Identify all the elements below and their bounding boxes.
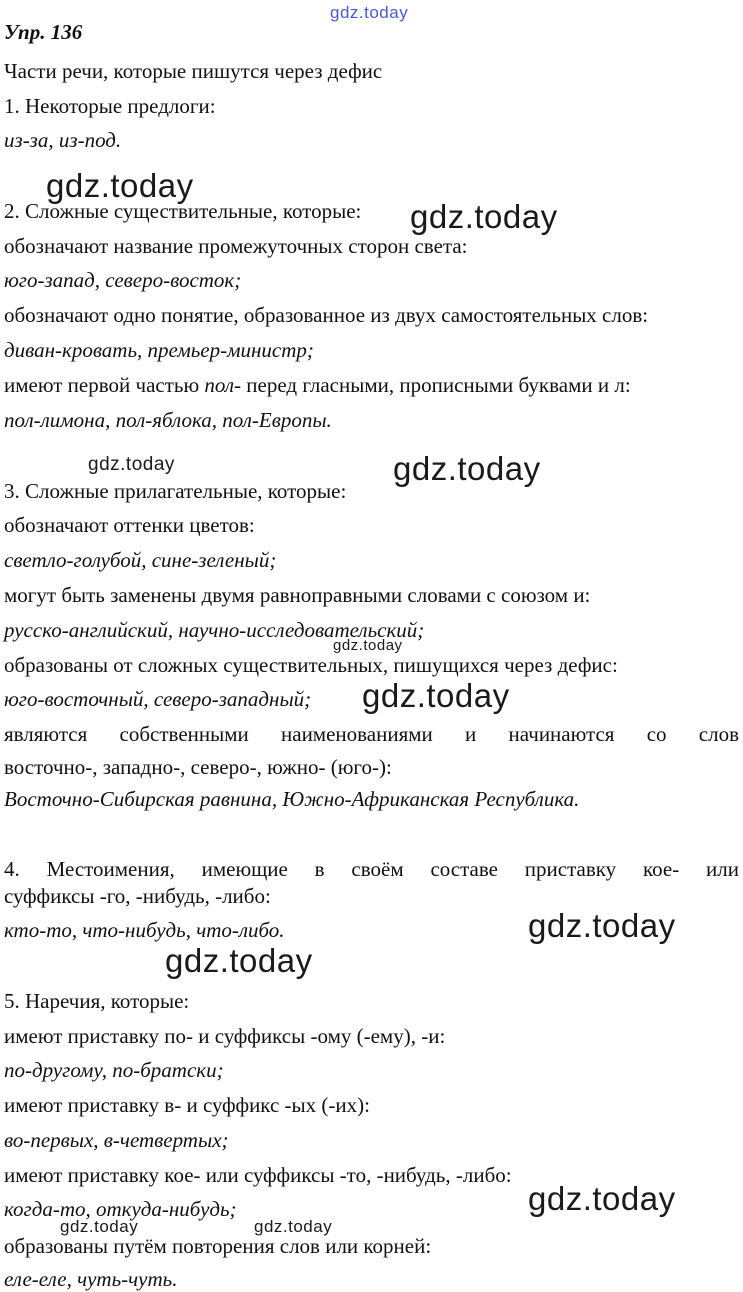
- rule-line: образованы от сложных существительных, пишущихся через дефис:: [4, 653, 618, 677]
- watermark: gdz.today: [46, 167, 194, 204]
- rule-line: являются собственными наименованиями и начинаются со слов: [4, 722, 739, 746]
- watermark: gdz.today: [362, 677, 510, 714]
- example-line: во-первых, в-четвертых;: [4, 1128, 229, 1152]
- watermark: gdz.today: [410, 198, 558, 235]
- rule-line: суффиксы -го, -нибудь, -либо:: [4, 884, 271, 908]
- watermark: gdz.today: [528, 1180, 676, 1217]
- example-line: еле-еле, чуть-чуть.: [4, 1267, 178, 1291]
- section-3-heading: 3. Сложные прилагательные, которые:: [4, 479, 347, 503]
- rule-text: перед гласными, прописными буквами и л:: [241, 373, 631, 397]
- section-4-heading: 4. Местоимения, имеющие в своём составе приставку кое- или: [4, 857, 739, 881]
- watermark-top: gdz.today: [330, 3, 409, 22]
- rule-line: обозначают название промежуточных сторон света:: [4, 234, 468, 258]
- rule-line: [4, 372, 739, 398]
- watermark: gdz.today: [254, 1217, 333, 1236]
- example-line: когда-то, откуда-нибудь;: [4, 1197, 237, 1221]
- example-line: юго-запад, северо-восток;: [4, 268, 242, 292]
- example-line: светло-голубой, сине-зеленый;: [4, 548, 277, 572]
- rule-line: обозначают одно понятие, образованное из двух самостоятельных слов:: [4, 303, 649, 327]
- example-line: из-за, из-под.: [4, 128, 122, 152]
- rule-line: имеют приставку кое- или суффиксы -то, -нибудь, -либо:: [4, 1163, 512, 1187]
- watermark: gdz.today: [88, 454, 175, 475]
- rule-text: имеют первой частью: [4, 373, 205, 397]
- example-line: кто-то, что-нибудь, что-либо.: [4, 918, 285, 942]
- watermark: gdz.today: [165, 942, 313, 979]
- example-line: Восточно-Сибирская равнина, Южно-Африканская Республика.: [4, 787, 580, 811]
- rule-line: имеют приставку в- и суффикс -ых (-их):: [4, 1093, 370, 1117]
- watermark: gdz.today: [333, 637, 403, 654]
- rule-line: имеют приставку по- и суффиксы -ому (-ему), -и:: [4, 1024, 446, 1048]
- example-line: по-другому, по-братски;: [4, 1058, 224, 1082]
- topic-heading: Части речи, которые пишутся через дефис: [4, 59, 383, 83]
- watermark: gdz.today: [528, 907, 676, 944]
- exercise-title: Упр. 136: [4, 20, 83, 44]
- rule-line: образованы путём повторения слов или корней:: [4, 1234, 432, 1258]
- watermark: gdz.today: [60, 1217, 139, 1236]
- example-line: юго-восточный, северо-западный;: [4, 687, 312, 711]
- rule-line: восточно-, западно-, северо-, южно- (юго-):: [4, 755, 392, 779]
- watermark: gdz.today: [393, 450, 541, 487]
- example-line: пол-лимона, пол-яблока, пол-Европы.: [4, 408, 332, 432]
- section-1-heading: 1. Некоторые предлоги:: [4, 94, 216, 118]
- example-line: диван-кровать, премьер-министр;: [4, 338, 314, 362]
- section-5-heading: 5. Наречия, которые:: [4, 989, 190, 1013]
- rule-line: могут быть заменены двумя равноправными словами с союзом и:: [4, 583, 591, 607]
- section-2-heading: 2. Сложные существительные, которые:: [4, 199, 362, 223]
- rule-term: пол-: [204, 373, 242, 397]
- rule-line: обозначают оттенки цветов:: [4, 513, 255, 537]
- example-line: русско-английский, научно-исследовательский;: [4, 618, 425, 642]
